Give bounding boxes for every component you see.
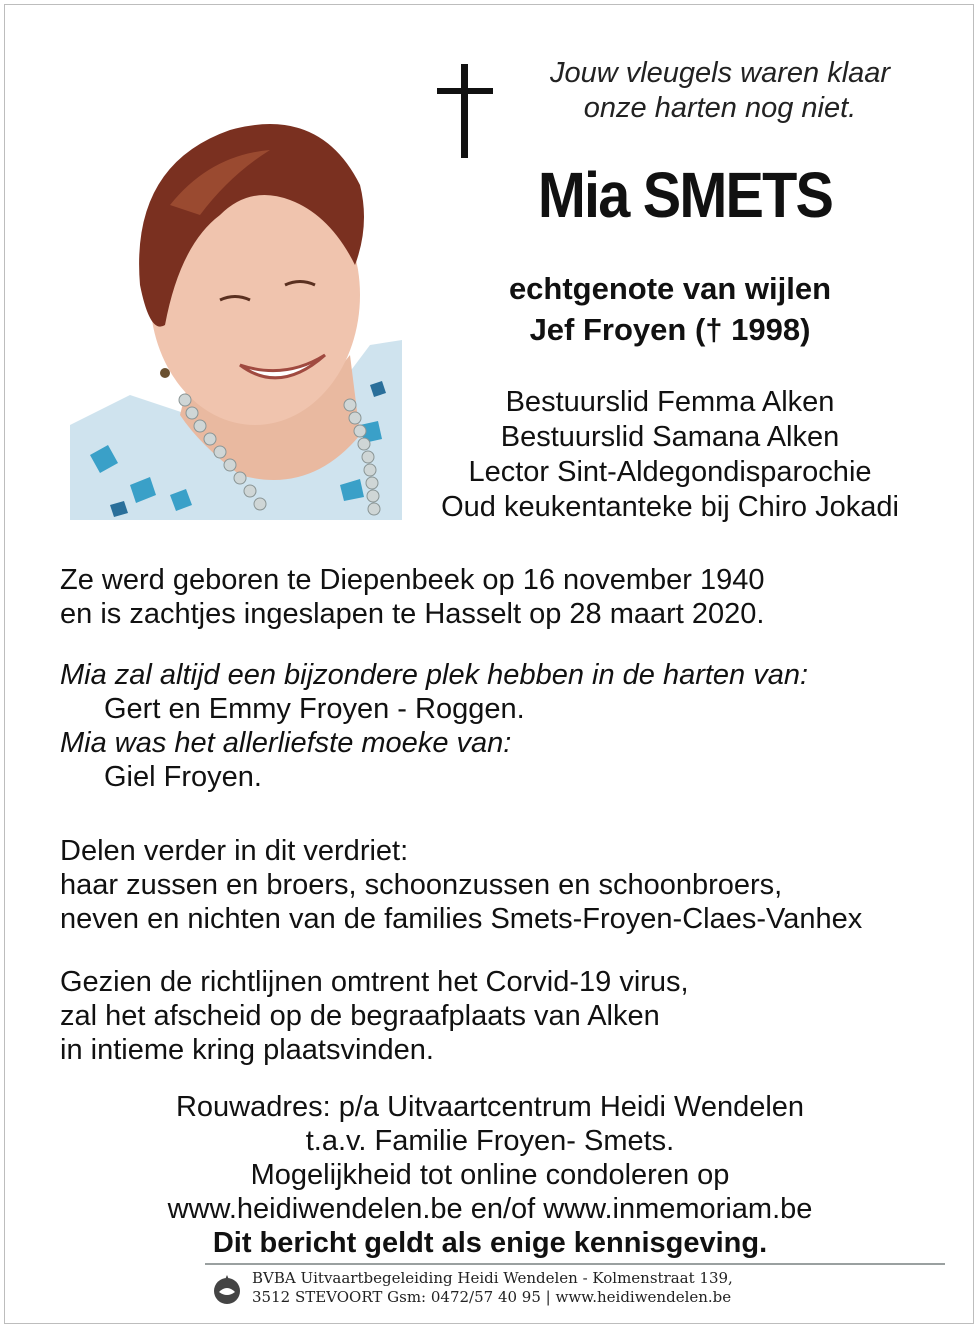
address-line: Mogelijkheid tot online condoleren op	[250, 1159, 730, 1191]
text-line: haar zussen en broers, schoonzussen en schoonbroers,	[60, 869, 783, 901]
spouse-line: echtgenote van wijlen	[508, 271, 832, 306]
text-line: in intieme kring plaatsvinden.	[60, 1034, 434, 1066]
roles-list	[415, 385, 925, 525]
spouse-info	[430, 268, 910, 350]
spouse-line: Jef Froyen († 1998)	[529, 312, 811, 347]
address-line: www.heidiwendelen.be en/of www.inmemoriam.be	[167, 1193, 813, 1225]
mourning-address	[90, 1090, 890, 1260]
text-line: zal het afscheid op de begraafplaats van Alken	[60, 1000, 660, 1032]
role-item: Oud keukentanteke bij Chiro Jokadi	[441, 491, 899, 523]
footer-info	[252, 1269, 733, 1307]
footer-line: 3512 STEVOORT Gsm: 0472/57 40 95 | www.heidiwendelen.be	[252, 1288, 732, 1306]
motto-line: Jouw vleugels waren klaar	[549, 57, 891, 89]
role-item: Bestuurslid Femma Alken	[505, 386, 835, 418]
family-intro: Mia zal altijd een bijzondere plek hebben in de harten van:	[60, 659, 809, 691]
funeral-home-logo-icon	[211, 1272, 243, 1306]
notice-text: Dit bericht geldt als enige kennisgeving.	[212, 1227, 768, 1259]
family-intro: Mia was het allerliefste moeke van:	[60, 727, 512, 759]
text-line: Ze werd geboren te Diepenbeek op 16 november 1940	[60, 564, 765, 596]
portrait-photo	[70, 95, 402, 520]
motto	[520, 56, 920, 126]
role-item: Bestuurslid Samana Alken	[500, 421, 840, 453]
deceased-name: Mia SMETS	[537, 159, 833, 231]
family-names: Gert en Emmy Froyen - Roggen.	[104, 693, 525, 725]
family-names: Giel Froyen.	[104, 761, 262, 793]
footer-divider	[205, 1263, 945, 1265]
footer-line: BVBA Uitvaartbegeleiding Heidi Wendelen - Kolmenstraat 139,	[252, 1269, 733, 1287]
address-line: t.a.v. Familie Froyen- Smets.	[305, 1125, 675, 1157]
cross-icon	[437, 64, 493, 160]
share-grief-text	[60, 834, 862, 936]
text-line: en is zachtjes ingeslapen te Hasselt op 28 maart 2020.	[60, 598, 765, 630]
family-text	[60, 658, 808, 794]
covid-notice-text	[60, 965, 689, 1067]
motto-line: onze harten nog niet.	[583, 92, 857, 124]
role-item: Lector Sint-Aldegondisparochie	[468, 456, 872, 488]
text-line: Gezien de richtlijnen omtrent het Corvid-19 virus,	[60, 966, 689, 998]
birth-death-text	[60, 563, 765, 631]
address-line: Rouwadres: p/a Uitvaartcentrum Heidi Wendelen	[175, 1091, 805, 1123]
text-line: neven en nichten van de families Smets-Froyen-Claes-Vanhex	[60, 903, 863, 935]
text-line: Delen verder in dit verdriet:	[60, 835, 409, 867]
